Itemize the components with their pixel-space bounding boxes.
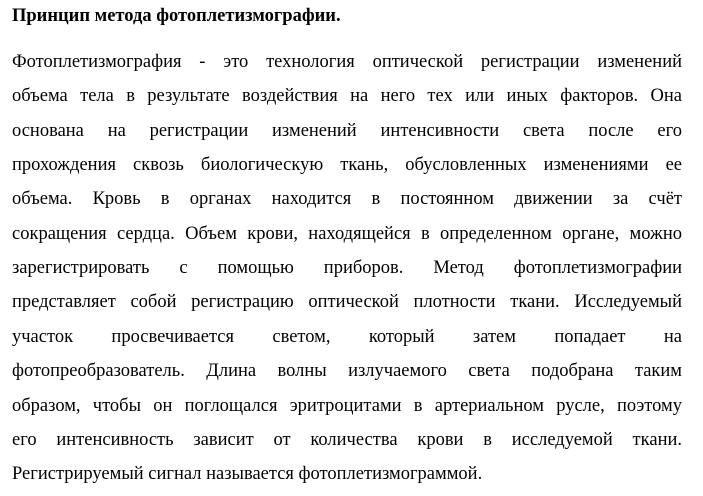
section-heading: Принцип метода фотоплетизмографии. bbox=[12, 6, 341, 26]
paragraph-line: Регистрируемый сигнал называется фотоплетизмограммой. bbox=[12, 464, 483, 484]
paragraph-line: участок просвечивается светом, который затем попадает на bbox=[12, 327, 682, 347]
paragraph-line: прохождения сквозь биологическую ткань, обусловленных изменениями ее bbox=[12, 155, 682, 175]
paragraph-line: Фотоплетизмография - это технология оптической регистрации изменений bbox=[12, 52, 682, 72]
paragraph-line: основана на регистрации изменений интенсивности света после его bbox=[12, 121, 682, 141]
paragraph-line: представляет собой регистрацию оптической плотности ткани. Исследуемый bbox=[12, 292, 682, 312]
paragraph-line: образом, чтобы он поглощался эритроцитами в артериальном русле, поэтому bbox=[12, 396, 682, 416]
paragraph-line: объема. Кровь в органах находится в постоянном движении за счёт bbox=[12, 189, 682, 209]
paragraph-line: объема тела в результате воздействия на него тех или иных факторов. Она bbox=[12, 86, 682, 106]
paragraph-line: фотопреобразователь. Длина волны излучаемого света подобрана таким bbox=[12, 361, 682, 381]
paragraph-line: его интенсивность зависит от количества крови в исследуемой ткани. bbox=[12, 430, 682, 450]
paragraph-line: сокращения сердца. Объем крови, находящейся в определенном органе, можно bbox=[12, 224, 682, 244]
paragraph-line: зарегистрировать с помощью приборов. Метод фотоплетизмографии bbox=[12, 258, 682, 278]
